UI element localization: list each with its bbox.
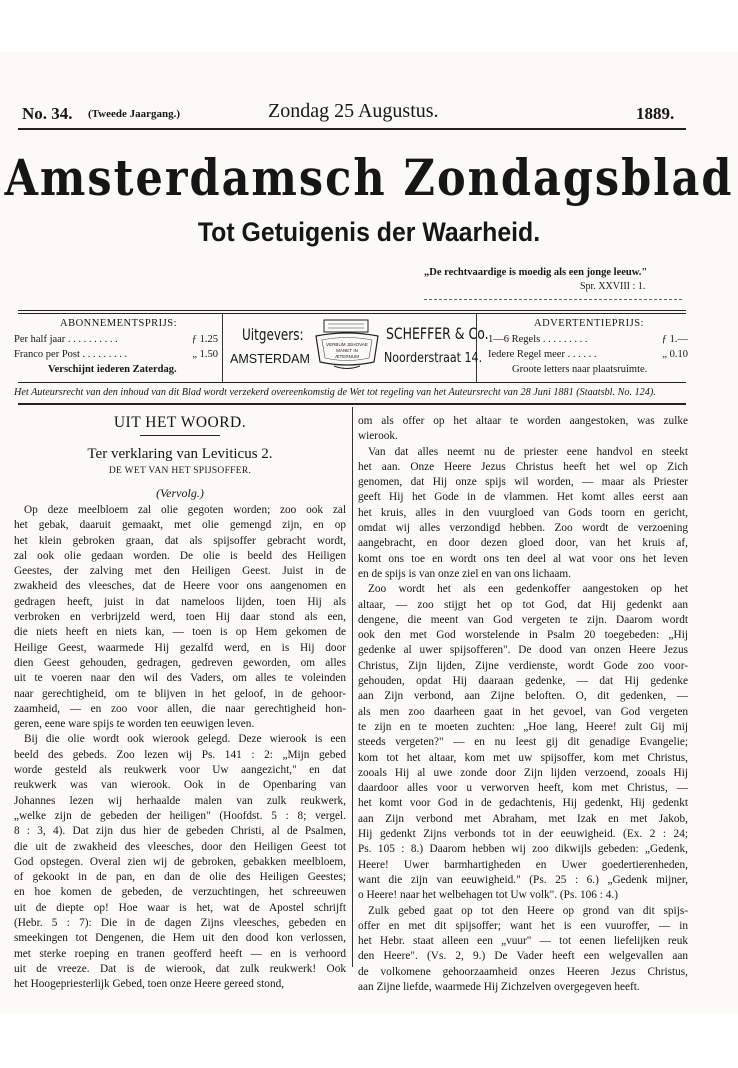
article-line: zaamheid, — en zoo voor allen, die naar gerechtigheid hon-: [14, 702, 346, 715]
article-line: het klein gebroken graan, dat als spijsoffer gebracht wordt,: [14, 534, 346, 547]
article-line: met sterke roeping en tranen geofferd heeft — en is verhoord: [14, 947, 346, 960]
article-line: en hoe komen de gebeden, de verzuchtingen, het schreeuwen: [14, 886, 346, 899]
article-line: want die zijn van eeuwigheid." (Ps. 25 : 6.) „Gedenk mijner,: [358, 873, 688, 886]
article-line: offer en met dit spijsoffer; want het is een vuuroffer, — in: [358, 919, 688, 932]
masthead-subtitle: Tot Getuigenis der Waarheid.: [197, 217, 541, 247]
article-line: wierook.: [358, 430, 398, 443]
publisher-label: Uitgevers:: [242, 325, 304, 344]
article-line: kom tot het altaar, kom met uw spijsoffer, kom met Christus,: [358, 751, 688, 764]
advertising-line-2: Iedere Regel meer . . . . . . „ 0.10: [488, 349, 688, 360]
article-line: Christus, Zijn lijden, Zijne verdienste, wordt Gode zoo voor-: [358, 659, 688, 672]
svg-text:MANET IN: MANET IN: [336, 348, 358, 353]
copyright-rule: [18, 403, 686, 405]
article-line: aan Zijn verbond met Abraham, met Izak en met Jakob,: [358, 812, 688, 825]
issue-number: No. 34.: [22, 104, 73, 123]
article-line: den Heere". (Vs. 2, 9.) De Vader heeft een welgevallen aan: [358, 950, 688, 963]
advertising-line-1: 1—6 Regels . . . . . . . . . ƒ 1.—: [488, 334, 688, 345]
article-line: worde gesteld als reukwerk voor Uw aangezicht," en dat: [14, 764, 346, 777]
section-title-rule: [140, 435, 220, 436]
article-column-right: [358, 414, 688, 995]
svg-text:ÆTERNUM: ÆTERNUM: [334, 354, 360, 359]
svg-text:VERBUM JEHOVAE: VERBUM JEHOVAE: [325, 342, 369, 347]
article-line: Hij gedenkt Zijns verbonds tot in der eeuwigheid. (Ex. 2 : 24;: [358, 828, 688, 841]
issue-year: 1889.: [636, 104, 675, 123]
article-line: reukwerk was van wierook. Ook in de Openbaring van: [14, 779, 346, 792]
article-line: de volkomene gehoorzaamheid onzes Heeren Jezus Christus,: [358, 965, 688, 978]
article-line: zooals Hij al uwe zonde door Zijn lijden verzoend, zooals Hij: [358, 766, 688, 779]
article-line: aan Zijn verbond, aan Zijne beloften. O, dit gedenken, —: [358, 690, 688, 703]
article-line: naar gerechtigheid, om te blijven in het geloof, in de gehoor-: [14, 687, 346, 700]
article-line: uit te voeren naar den wil des Vaders, om alles te voleinden: [14, 672, 346, 685]
article-line: Op deze meelbloem zal olie gegoten worden; zoo ook zal: [24, 504, 346, 516]
article-line: het aan. Onze Heere Jezus Christus heeft het wel op Zich: [358, 460, 688, 473]
article-line: genomen, dat Hij onze spijs wil worden, — maar als Priester: [358, 476, 688, 489]
article-continued: (Vervolg.): [156, 486, 204, 500]
info-box-bottom-rule: [18, 382, 686, 383]
article-line: komt ons toe en wordt ons ten deel al wat voor ons het leven: [358, 552, 688, 565]
article-line: altaar, — zoo stijgt het op tot God, dat Hij gedenkt aan: [358, 598, 688, 611]
article-line: gedenke al uwer spijsofferen". De dood van onzen Heere Jezus: [358, 644, 688, 657]
masthead-title: Amsterdamsch Zondagsblad: [4, 150, 734, 208]
article-line: uit de diepte op! Hoe waar is het, wat de Apostel schrijft: [14, 901, 346, 914]
article-line: o Heere! naar het welbehagen tot Uw volk". (Ps. 106 : 4.): [358, 889, 618, 902]
article-line: Ps. 105 : 8.) Daarom hebben wij zoo dikwijls gebeden: „Gedenk,: [358, 843, 688, 856]
advertising-note: Groote letters naar plaatsruimte.: [512, 364, 648, 375]
header-rule: [18, 128, 686, 130]
article-line: Heilige Geest, waarmede Hij gezalfd werd, en is Hij door: [14, 641, 346, 654]
article-line: verbroken en verbrijzeld werd, toen Hij daar stond als een,: [14, 611, 346, 624]
subscription-line-1: Per half jaar . . . . . . . . . . ƒ 1.25: [14, 334, 218, 345]
article-line: zal ook olie gedaan worden. De olie is beeld des Heiligen: [14, 549, 346, 562]
article-line: het Hebr. staat alleen een „vuur" — tot eenen liefelijken reuk: [358, 935, 688, 948]
article-line: Van dat alles neemt nu de priester eene handvol en steekt: [368, 445, 688, 458]
info-box-top-rule: [18, 310, 686, 311]
article-line: dengene, die meent van God vergeten te zijn. Daarom wordt: [358, 613, 688, 626]
article-line: het Hoogepriesterlijk Gebed, toen onze Heere gereed stond,: [14, 978, 285, 991]
article-line: Bij die olie wordt ook wierook gelegd. Deze wierook is een: [24, 733, 346, 746]
article-line: dien Geest gehouden, gedragen, gedreven geworden, om alles: [14, 656, 346, 669]
article-column-left: [14, 503, 346, 993]
article-line: ook den met God worstelende in Psalm 20 toegebeden: „Hij: [358, 629, 688, 642]
article-line: God opstegen. Overal zien wij de gebroken, gebakken meelbloem,: [14, 855, 346, 868]
article-line: Zulk gebed gaat op tot den Heere op grond van dit spijs-: [368, 904, 688, 917]
article-line: geeft Hij het Gode in de vlammen. Het komt alles eerst aan: [358, 491, 688, 504]
copyright-notice: Het Auteursrecht van den inhoud van dit Blad wordt verzekerd overeenkomstig de Wet tot regeling van het Auteursrecht van 28 Juni 1881 (Staatsbl. No. 124).: [14, 387, 656, 398]
article-line: die uit de zwakheid des vleesches, door den Heiligen Geest tot: [14, 840, 346, 853]
publisher-address: Noorderstraat 14.: [384, 351, 483, 366]
quote-rule: [424, 299, 682, 300]
publisher-name: SCHEFFER & Co.: [386, 324, 489, 343]
subscription-heading: ABONNEMENTSPRIJS:: [60, 318, 178, 329]
article-line: die niets heeft en niets kan, — toen is op Hem gekomen de: [14, 626, 346, 639]
article-line: uit de vreeze. Dat is de wierook, dat zulk reukwerk! Ook: [14, 962, 346, 975]
article-line: beeld des gebeds. Zoo lezen wij Ps. 141 : 2: „Mijn gebed: [14, 748, 346, 761]
article-line: aan Zijne liefde, waarmede Hij Zichzelven overgegeven heeft.: [358, 980, 640, 993]
publisher-emblem: [314, 316, 380, 372]
article-subtitle: DE WET VAN HET SPIJSOFFER.: [108, 466, 252, 476]
article-line: of gekookt in de pan, en dan de olie des Heiligen Geestes;: [14, 871, 346, 884]
article-title: Ter verklaring van Leviticus 2.: [87, 446, 273, 462]
article-line: smeekingen tot Dengenen, die Hem uit den dood kon verlossen,: [14, 932, 346, 945]
article-line: Zoo wordt het als een gedenkoffer aangestoken op het: [368, 583, 688, 596]
section-title: UIT HET WOORD.: [113, 414, 247, 431]
article-line: omdat wij alles verzondigd hebben. Zoo wordt de verzoening: [358, 522, 688, 535]
info-box-divider-left: [222, 314, 223, 382]
issue-date: Zondag 25 Augustus.: [268, 100, 439, 122]
masthead-quote-ref: Spr. XXVIII : 1.: [580, 281, 646, 292]
article-line: het kruis, alles in den vuurgloed van Gods toorn en gericht,: [358, 506, 688, 519]
masthead-quote: „De rechtvaardige is moedig als een jonge leeuw.": [424, 267, 648, 278]
article-line: Johannes lezen wij herhaalde malen van zulk reukwerk,: [14, 794, 346, 807]
subscription-note: Verschijnt iederen Zaterdag.: [48, 364, 177, 375]
article-line: geren, eene ware spijs te worden ten eeuwigen leven.: [14, 718, 255, 731]
article-line: „welke zijn de gebeden der heiligen" (Hoofdst. 5 : 8; vergel.: [14, 809, 346, 822]
article-line: als men zoo daarheen gaat in het gevoel, van God vergeten: [358, 705, 688, 718]
article-line: aangebracht, en door dezen gloed door, van het kruis af,: [358, 537, 688, 550]
info-box-top-rule-2: [18, 313, 686, 314]
advertising-heading: ADVERTENTIEPRIJS:: [534, 318, 644, 329]
article-line: daardoor alles voor u verworven heeft, kom met Christus, —: [358, 782, 688, 795]
article-line: steeds vergeten?" — en nu leest gij dit genadige Evangelie;: [358, 736, 688, 749]
article-line: (Hebr. 5 : 7): Die in de dagen Zijns vleesches, gebeden en: [14, 917, 346, 930]
column-divider: [352, 407, 353, 967]
article-line: en de spijs is van onze ziel en van ons lichaam.: [358, 567, 572, 580]
article-line: 8 : 3, 4). Dat zijn dus hier de gebeden Christi, al de Psalmen,: [14, 825, 346, 838]
article-line: het gebak, daaruit gemaakt, met olie gemengd zijn, en op: [14, 519, 346, 532]
article-line: Geestes, der zalving met den Heiligen Geest. Juist in de: [14, 565, 346, 578]
article-line: Heere! Uwer barmhartigheden en Uwer goedertierenheden,: [358, 858, 688, 871]
article-line: te zijn en te moeten zuchten: „Hoe lang, Heere! zult Gij mij: [358, 720, 688, 733]
volume-label: (Tweede Jaargang.): [88, 108, 181, 120]
article-line: gehouden, opdat Hij daaraan gedenke, — dat Hij gedenke: [358, 675, 688, 688]
subscription-line-2: Franco per Post . . . . . . . . . „ 1.50: [14, 349, 218, 360]
article-line: het komt voor God in de gedachtenis, Hij gedenkt, Hij gedenkt: [358, 797, 688, 810]
article-line: om als offer op het altaar te worden aangestoken, was zulke: [358, 415, 688, 427]
publisher-city: AMSTERDAM: [230, 352, 310, 366]
article-line: zwakheid des vleesches, dat de Heere voor ons aangenomen en: [14, 580, 346, 593]
article-line: gedragen heeft, juist in dat nameloos lijden, toen Hij als: [14, 595, 346, 608]
